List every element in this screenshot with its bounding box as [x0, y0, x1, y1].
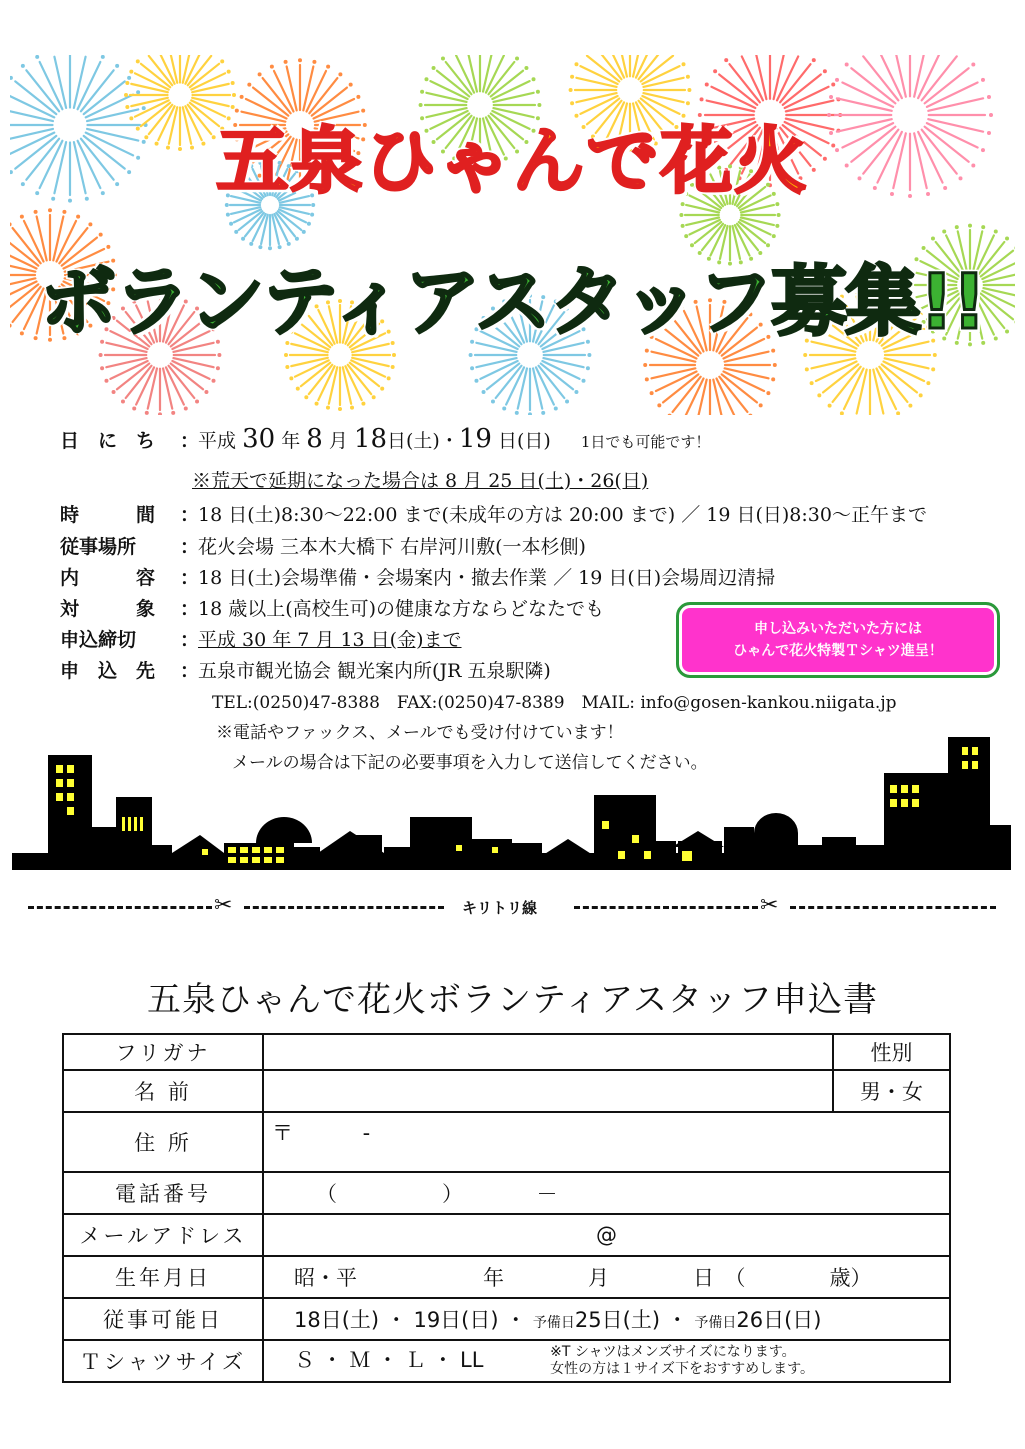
furigana-field[interactable]	[263, 1034, 833, 1070]
cut-line-right2	[790, 906, 996, 911]
available-days-field[interactable]: 18日(土) ・ 19日(日) ・ 予備日25日(土) ・ 予備日26日(日)	[263, 1298, 950, 1340]
banner-title-line1: 五泉ひゃんで花火	[216, 119, 809, 203]
gender-field[interactable]: 男・女	[833, 1070, 950, 1112]
banner-title-line2: ボランティアスタッフ募集!!	[40, 257, 985, 346]
cut-line-left2	[244, 906, 444, 911]
date-note: 1日でも可能です！	[580, 433, 711, 451]
birthdate-field[interactable]: 昭・平 年 月 日 （ 歳）	[263, 1256, 950, 1298]
cut-line-label: キリトリ線	[462, 899, 538, 917]
info-target-row: 対 象 ：18 歳以上(高校生可)の健康な方ならどなたでも	[60, 598, 605, 620]
tshirt-size-field[interactable]	[263, 1340, 950, 1382]
phone-label: 電話番号	[63, 1172, 263, 1214]
content-value: 18 日(土)会場準備・会場案内・撤去作業 ／ 19 日(日)会場周辺清掃	[198, 567, 776, 589]
tshirt-size-label: Ｔシャツサイズ	[63, 1340, 263, 1382]
info-time-row: 時 間 ：18 日(土)8:30～22:00 まで(未成年の方は 20:00 まで) ／ 19 日(日)8:30～正午まで	[60, 504, 927, 526]
cut-line-right	[574, 906, 758, 911]
city-skyline-illustration	[12, 735, 1011, 870]
tshirt-gift-callout	[676, 602, 1000, 678]
info-content-row: 内 容 ：18 日(土)会場準備・会場案内・撤去作業 ／ 19 日(日)会場周辺清掃	[60, 567, 776, 589]
address-label: 住 所	[63, 1112, 263, 1172]
phone-field[interactable]: （ ） －	[263, 1172, 950, 1214]
date-label: 日 に ち	[60, 430, 156, 452]
callout-line1: 申し込みいただいた方には	[754, 621, 922, 637]
form-title: 五泉ひゃんで花火ボランティアスタッフ申込書	[147, 980, 878, 1020]
date-year: 30	[242, 424, 276, 454]
furigana-label: フリガナ	[63, 1034, 263, 1070]
contact-note2: メールの場合は下記の必要事項を入力して送信してください。	[232, 753, 708, 773]
email-label: メールアドレス	[63, 1214, 263, 1256]
name-field[interactable]	[263, 1070, 833, 1112]
info-apply-row: 申 込 先 ：五泉市観光協会 観光案内所(JR 五泉駅隣)	[60, 660, 551, 682]
venue-value: 花火会場 三本木大橋下 右岸河川敷(一本杉側)	[198, 536, 586, 558]
scissors-icon: ✂	[760, 893, 779, 918]
target-value: 18 歳以上(高校生可)の健康な方ならどなたでも	[198, 598, 605, 620]
cut-line-left	[28, 906, 212, 911]
contact-note1: ※電話やファックス、メールでも受け付けています！	[216, 723, 624, 743]
tshirt-note: ※T シャツはメンズサイズになります。 女性の方は１サイズ下をおすすめします。	[550, 1344, 815, 1377]
postpone-note: ※荒天で延期になった場合は 8 月 25 日(土)・26(日)	[192, 470, 649, 492]
gender-label: 性別	[833, 1034, 950, 1070]
available-days-label: 従事可能日	[63, 1298, 263, 1340]
scissors-icon: ✂	[214, 893, 233, 918]
deadline-value: 平成 30 年 7 月 13 日(金)まで	[198, 629, 462, 651]
application-form	[62, 1033, 951, 1383]
apply-value: 五泉市観光協会 観光案内所(JR 五泉駅隣)	[198, 660, 551, 682]
time-value: 18 日(土)8:30～22:00 まで(未成年の方は 20:00 まで) ／ 19 日(日)8:30～正午まで	[198, 504, 927, 526]
tshirt-size-options[interactable]: Ｓ ・ Ｍ ・ Ｌ ・ LL	[294, 1348, 484, 1372]
info-date-row: 日 に ち ：平成 30 年 8 月 18日(土)・19 日(日) 1日でも可能です！	[60, 424, 711, 454]
contact-line: TEL:(0250)47-8388 FAX:(0250)47-8389 MAIL: info@gosen-kankou.niigata.jp	[212, 693, 897, 713]
birthdate-label: 生年月日	[63, 1256, 263, 1298]
callout-line2: ひゃんで花火特製Ｔシャツ進呈！	[733, 643, 943, 659]
info-deadline-row: 申込締切 ：平成 30 年 7 月 13 日(金)まで	[60, 629, 462, 651]
email-field[interactable]: @	[263, 1214, 950, 1256]
name-label: 名 前	[63, 1070, 263, 1112]
address-field[interactable]: 〒 -	[263, 1112, 950, 1172]
hero-banner	[10, 55, 1015, 415]
info-venue-row: 従事場所 ：花火会場 三本木大橋下 右岸河川敷(一本杉側)	[60, 536, 586, 558]
